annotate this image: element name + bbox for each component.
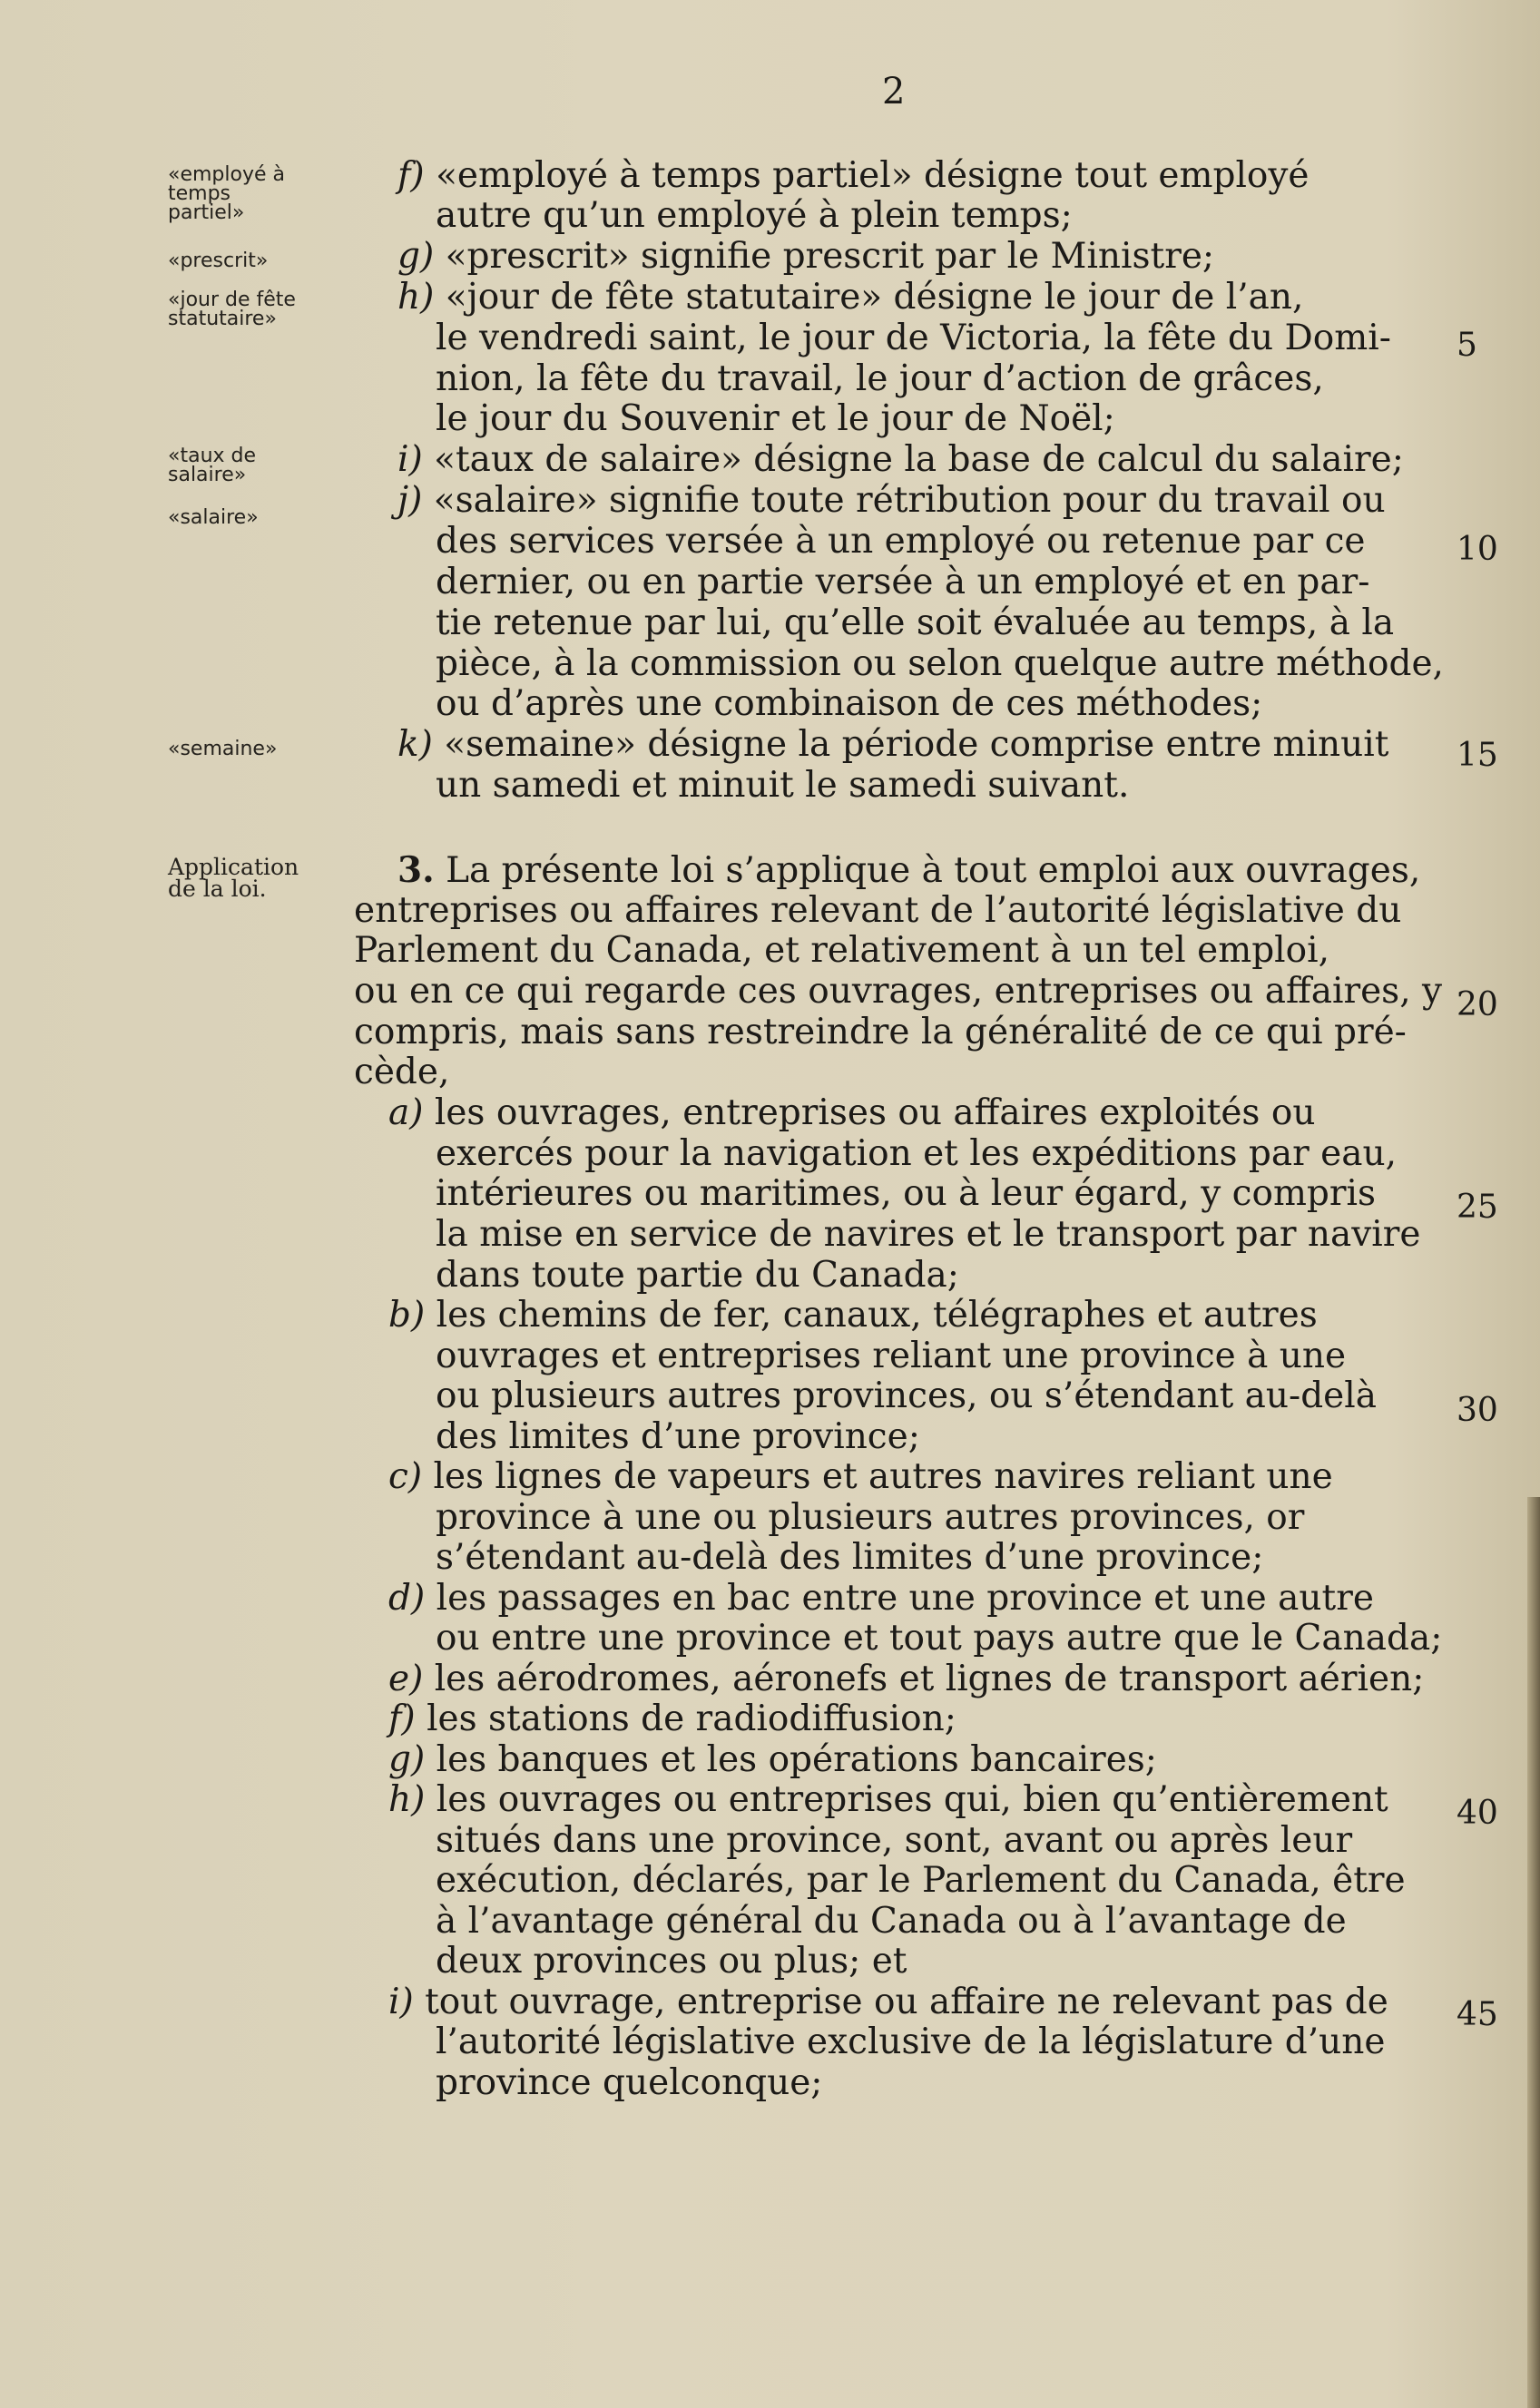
margin-note-application: Application de la loi. bbox=[168, 854, 299, 902]
item-line: f) les stations de radiodiffusion; bbox=[388, 1698, 956, 1739]
line-number: 5 bbox=[1457, 327, 1477, 364]
definition-line: h) «jour de fête statutaire» désigne le jour de l’an, bbox=[397, 277, 1304, 318]
definition-line: pièce, à la commission ou selon quelque autre méthode, bbox=[436, 643, 1444, 684]
item-line: ou entre une province et tout pays autre que le Canada; bbox=[436, 1618, 1443, 1659]
definition-line: ou d’après une combinaison de ces méthodes; bbox=[436, 683, 1263, 724]
item-line: b) les chemins de fer, canaux, télégraphes et autres bbox=[388, 1295, 1318, 1336]
item-line: s’étendant au-delà des limites d’une province; bbox=[436, 1537, 1264, 1578]
item-line: e) les aérodromes, aéronefs et lignes de transport aérien; bbox=[388, 1659, 1425, 1699]
definition-line: k) «semaine» désigne la période comprise entre minuit bbox=[397, 724, 1389, 765]
item-line: ouvrages et entreprises reliant une province à une bbox=[436, 1336, 1347, 1376]
margin-note-taux: «taux de salaire» bbox=[168, 445, 257, 486]
definition-line: f) «employé à temps partiel» désigne tout employé bbox=[397, 155, 1309, 196]
item-line: c) les lignes de vapeurs et autres navires reliant une bbox=[388, 1456, 1333, 1497]
margin-note-jour: «jour de fête statutaire» bbox=[168, 289, 296, 330]
section-line: Parlement du Canada, et relativement à un tel emploi, bbox=[354, 930, 1329, 971]
item-line: situés dans une province, sont, avant ou après leur bbox=[436, 1820, 1353, 1861]
section-number: 3. bbox=[397, 849, 435, 891]
line-number: 40 bbox=[1457, 1795, 1498, 1832]
definition-line: le jour du Souvenir et le jour de Noël; bbox=[436, 398, 1115, 439]
item-line: dans toute partie du Canada; bbox=[436, 1255, 959, 1296]
item-line: exercés pour la navigation et les expéditions par eau, bbox=[436, 1133, 1398, 1174]
item-line: g) les banques et les opérations bancaires; bbox=[388, 1739, 1157, 1780]
definition-line: un samedi et minuit le samedi suivant. bbox=[436, 765, 1130, 806]
line-number: 20 bbox=[1457, 986, 1498, 1023]
line-number: 45 bbox=[1457, 1996, 1498, 2033]
item-line: exécution, déclarés, par le Parlement du Canada, être bbox=[436, 1860, 1406, 1901]
line-number: 25 bbox=[1457, 1189, 1498, 1226]
page-edge-shadow bbox=[1527, 1497, 1540, 2408]
item-line: province quelconque; bbox=[436, 2062, 823, 2103]
item-line: a) les ouvrages, entreprises ou affaires exploités ou bbox=[388, 1092, 1316, 1133]
margin-note-semaine: «semaine» bbox=[168, 738, 278, 760]
item-line: h) les ouvrages ou entreprises qui, bien qu’entièrement bbox=[388, 1779, 1388, 1820]
definition-line: dernier, ou en partie versée à un employé et en par- bbox=[436, 562, 1370, 602]
section-line: ou en ce qui regarde ces ouvrages, entreprises ou affaires, y bbox=[354, 971, 1443, 1012]
page-number: 2 bbox=[882, 71, 906, 113]
definition-line: nion, la fête du travail, le jour d’action de grâces, bbox=[436, 358, 1324, 399]
item-line: i) tout ouvrage, entreprise ou affaire ne relevant pas de bbox=[388, 1982, 1388, 2022]
definition-line: i) «taux de salaire» désigne la base de calcul du salaire; bbox=[397, 439, 1404, 480]
item-line: à l’avantage général du Canada ou à l’avantage de bbox=[436, 1901, 1347, 1942]
item-line: province à une ou plusieurs autres provinces, or bbox=[436, 1497, 1305, 1538]
margin-note-salaire: «salaire» bbox=[168, 506, 259, 529]
item-line: des limites d’une province; bbox=[436, 1416, 920, 1457]
line-number: 30 bbox=[1457, 1392, 1498, 1429]
item-line: ou plusieurs autres provinces, ou s’étendant au-delà bbox=[436, 1375, 1377, 1416]
item-line: d) les passages en bac entre une province et une autre bbox=[388, 1578, 1374, 1619]
section-line: entreprises ou affaires relevant de l’autorité législative du bbox=[354, 890, 1402, 931]
line-number: 10 bbox=[1457, 531, 1498, 568]
section-line: compris, mais sans restreindre la généralité de ce qui pré- bbox=[354, 1012, 1407, 1052]
item-line: la mise en service de navires et le transport par navire bbox=[436, 1214, 1421, 1255]
definition-line: des services versée à un employé ou retenue par ce bbox=[436, 521, 1366, 562]
item-line: deux provinces ou plus; et bbox=[436, 1941, 907, 1982]
definition-line: j) «salaire» signifie toute rétribution pour du travail ou bbox=[397, 480, 1386, 521]
item-line: intérieures ou maritimes, ou à leur égard, y compris bbox=[436, 1173, 1377, 1214]
margin-note-employe: «employé à temps partiel» bbox=[168, 163, 285, 224]
definition-line: tie retenue par lui, qu’elle soit évaluée au temps, à la bbox=[436, 602, 1395, 643]
section-line: 3. La présente loi s’applique à tout emploi aux ouvrages, bbox=[397, 849, 1421, 891]
definition-line: autre qu’un employé à plein temps; bbox=[436, 195, 1073, 236]
definition-line: le vendredi saint, le jour de Victoria, la fête du Domi- bbox=[436, 318, 1391, 358]
margin-note-prescrit: «prescrit» bbox=[168, 250, 269, 272]
line-number: 15 bbox=[1457, 737, 1498, 774]
item-line: l’autorité législative exclusive de la législature d’une bbox=[436, 2021, 1386, 2062]
section-line: cède, bbox=[354, 1052, 450, 1092]
definition-line: g) «prescrit» signifie prescrit par le Ministre; bbox=[397, 236, 1215, 277]
